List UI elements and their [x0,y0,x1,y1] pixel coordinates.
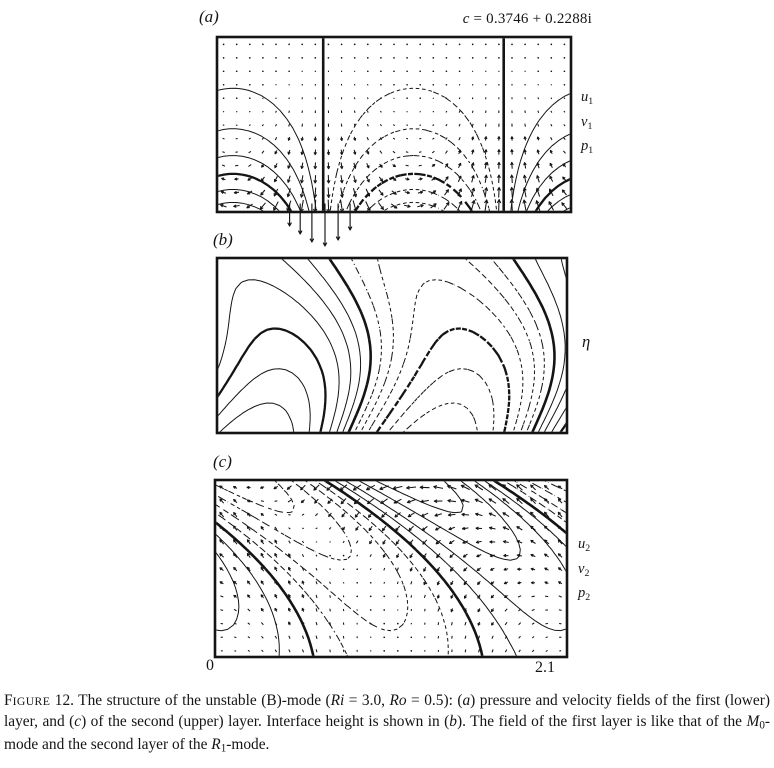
x-axis-max-tick: 2.1 [535,659,555,676]
field-label: p2 [578,585,591,603]
field-label: v2 [578,560,590,579]
panel-c-label: (c) [213,452,232,471]
panel-b-label: (b) [213,230,233,249]
figure-caption: FIGURE 12. The structure of the unstable (B)-mode (Ri = 3.0, Ro = 0.5): (a) pressure and velocity fields of the first (lower) layer, and (c) of the second (upper) layer. Interface height is shown in (b). The field of the first layer is like that of the M0-mode and the second layer of the R1-mode. [4,692,770,755]
field-area [217,258,567,433]
field-label: u2 [578,536,591,554]
panel-b-field-labels [582,332,590,357]
eigenvalue-value: = 0.3746 + 0.2288i [469,11,592,27]
panel-a-plot [217,37,571,252]
panel-c-plot [215,480,567,657]
panel-c-field-labels [578,534,590,608]
field-label: u1 [581,89,594,107]
panel-a-label: (a) [199,7,219,26]
field-label: p1 [581,138,594,156]
field-area [215,480,567,657]
field-label: η [582,332,591,351]
x-axis-min-tick: 0 [206,657,214,674]
eigenvalue-symbol: c [462,11,470,27]
field-label: v1 [581,113,593,132]
field-area [217,37,571,212]
panel-b-plot [217,258,567,433]
eigenvalue-annotation [463,11,592,28]
panel-a-field-labels [581,87,593,161]
